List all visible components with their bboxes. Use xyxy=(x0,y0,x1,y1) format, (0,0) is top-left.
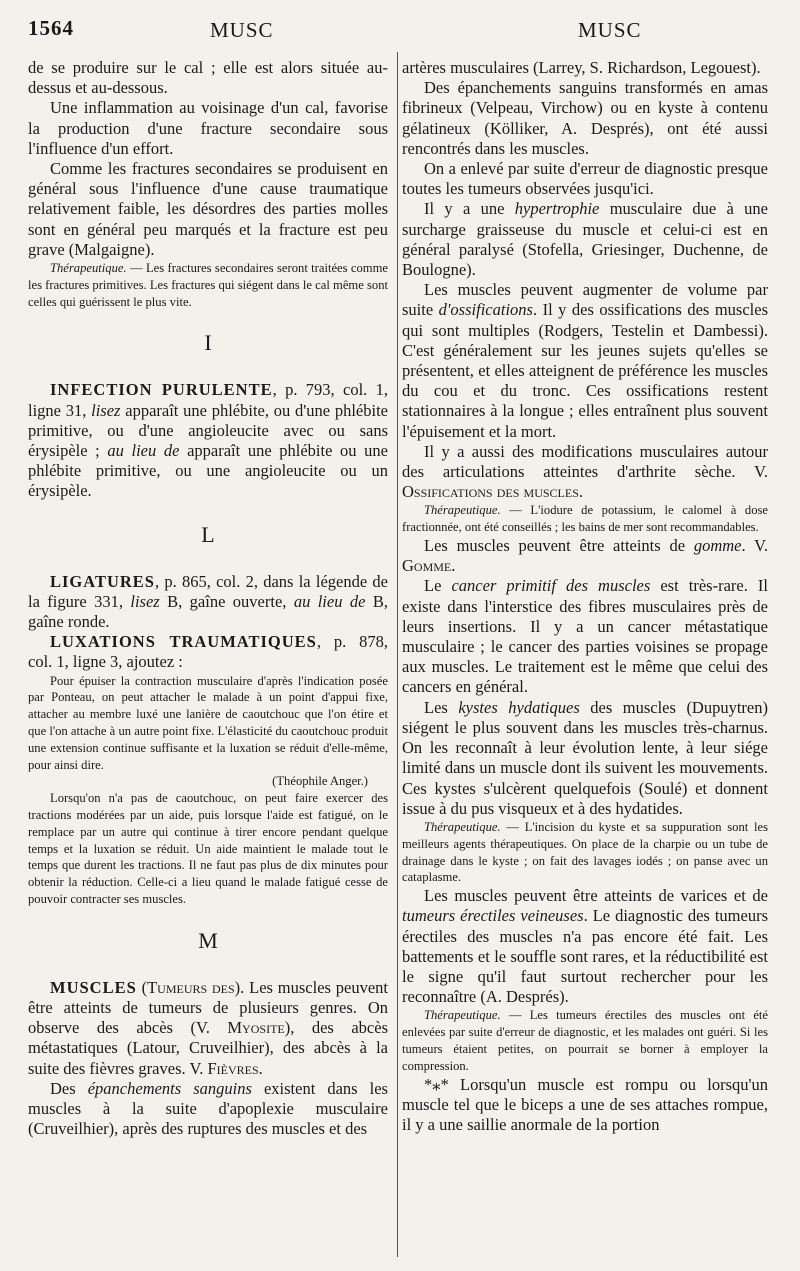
therapeutique-note: Thérapeutique. — Les fractures secondaires seront traitées comme les fractures primitives. Les fractures qui siégent dans le cal même sont celles qui guérissent le plus vite. xyxy=(28,261,388,309)
section-letter-m: M xyxy=(198,927,218,953)
quote-signature: (Théophile Anger.) xyxy=(272,774,368,789)
paragraph: Des épanchements sanguins existent dans les muscles à la suite d'apoplexie musculaire (Cruveilhier), après des ruptures des muscles et des xyxy=(28,1078,388,1139)
erratum-infection-purulente: INFECTION PURULENTE, p. 793, col. 1, ligne 31, lisez apparaît une phlébite, ou d'une phlébite primitive, ou d'une angioleucite avec ou sans érysipèle ; au lieu de apparaît une phlébite ou une phlébite primitive, ou une angioleucite ou un érysipèle. xyxy=(28,380,388,501)
entry-title: INFECTION PURULENTE xyxy=(50,380,273,400)
paragraph: Les kystes hydatiques des muscles (Dupuytren) siégent le plus souvent dans les muscles très-charnus. On les reconnaît à leur évolution lente, à leur siége limité dans un muscle dont ils suivent les mouvements. Ces kystes s'ulcèrent quelquefois (Soulé) et donnent issue à du pus visqueux et à des hydatides. xyxy=(402,697,768,818)
right-running-title: MUSC xyxy=(578,18,642,42)
paragraph: Les muscles peuvent être atteints de varices et de tumeurs érectiles veineuses. Le diagnostic des tumeurs érectiles des muscles n'a pas encore été fait. Les battements et le souffle sont rares, et la réductibilité est le signe qu'il faut surtout rechercher pour les reconnaître (A. Després). xyxy=(402,886,768,1007)
entry-muscles: MUSCLES (Tumeurs des). Les muscles peuvent être atteints de tumeurs de plusieurs genres. On observe des abcès (V. Myosite), des abcès métastatiques (Latour, Cruveilhier), des abcès à la suite des fièvres graves. V. Fièvres. xyxy=(28,977,389,1078)
page-number: 1564 xyxy=(28,16,74,40)
section-letter-i: I xyxy=(204,330,212,356)
therapeutique-label: Thérapeutique. xyxy=(424,1008,501,1023)
paragraph: de se produire sur le cal ; elle est alors située au-dessus et au-dessous. xyxy=(28,58,388,98)
column-divider xyxy=(397,52,398,1257)
entry-title: LIGATURES xyxy=(50,571,155,591)
therapeutique-note: Thérapeutique. — Les tumeurs érectiles des muscles ont été enlevées par suite d'erreur de diagnostic, et les malades ont guéri. Si les tumeurs étaient petites, on pourrait se borner à employer la compression. xyxy=(402,1008,768,1073)
therapeutique-label: Thérapeutique. xyxy=(50,261,127,276)
paragraph: *⁎* Lorsqu'un muscle est rompu ou lorsqu'un muscle tel que le biceps a une de ses attaches rompue, il y a une saillie anormale de la portion xyxy=(402,1074,768,1134)
paragraph: Il y a aussi des modifications musculaires autour des articulations atteintes d'arthrite sèche. V. Ossifications des muscles. xyxy=(402,441,768,502)
paragraph: Comme les fractures secondaires se produisent en général sous l'influence d'une cause traumatique relativement faible, les désordres des parties molles sont en général peu marqués et la fracture est peu grave (Malgaigne). xyxy=(28,159,388,259)
paragraph: On a enlevé par suite d'erreur de diagnostic presque toutes les tumeurs observées jusqu'ici. xyxy=(402,159,768,199)
therapeutique-note: Thérapeutique. — L'incision du kyste et sa suppuration sont les meilleurs agents thérapeutiques. On place de la charpie ou un tube de drainage dans le kyste ; on fait des lavages iodés ; on panse avec un cataplasme. xyxy=(402,819,768,885)
erratum-luxations: LUXATIONS TRAUMATIQUES, p. 878, col. 1, ligne 3, ajoutez : xyxy=(28,632,389,672)
paragraph: artères musculaires (Larrey, S. Richardson, Legouest). xyxy=(402,58,761,77)
therapeutique-note: Thérapeutique. — L'iodure de potassium, le calomel à dose fractionnée, ont été conseillés ; les bains de mer sont recommandables. xyxy=(402,503,768,535)
paragraph: Le cancer primitif des muscles est très-rare. Il existe dans l'interstice des fibres musculaires près de leurs insertions. Il y a un cancer métastatique musculaire ; le cancer des parties voisines se propage aux muscles. Le traitement est le même que celui des cancers en général. xyxy=(402,576,768,697)
therapeutique-label: Thérapeutique. xyxy=(424,819,501,834)
right-column xyxy=(402,58,768,1135)
entry-title: LUXATIONS TRAUMATIQUES xyxy=(50,632,317,652)
left-running-title: MUSC xyxy=(210,18,274,42)
left-column xyxy=(28,58,388,1139)
paragraph: Une inflammation au voisinage d'un cal, favorise la production d'une fracture secondaire sous l'influence d'un effort. xyxy=(28,98,388,158)
erratum-ligatures: LIGATURES, p. 865, col. 2, dans la légende de la figure 331, lisez B, gaîne ouverte, au lieu de B, gaîne ronde. xyxy=(28,571,388,632)
quote-paragraph: Lorsqu'on n'a pas de caoutchouc, on peut faire exercer des tractions modérées par un aide, puis lorsque l'aide est fatigué, on le remplace par un autre qui continue à tirer encore pendant quelque temps et la luxation se réduit. Un aide maintient le malade tout le temps que durent les tractions. Il ne faut pas plus de dix minutes pour obtenir la réduction. Celle-ci a lieu quand le malade fatigué cesse de pouvoir contracter ses muscles. xyxy=(28,791,388,907)
paragraph: Les muscles peuvent être atteints de gomme. V. Gomme. xyxy=(402,536,768,576)
section-letter-l: L xyxy=(201,521,215,547)
therapeutique-label: Thérapeutique. xyxy=(424,503,501,518)
paragraph: Des épanchements sanguins transformés en amas fibrineux (Velpeau, Virchow) ou en kyste à contenu gélatineux (Kölliker, A. Després), ont été aussi rencontrés dans les muscles. xyxy=(402,78,768,158)
entry-title: MUSCLES xyxy=(50,977,137,997)
paragraph: Il y a une hypertrophie musculaire due à une surcharge graisseuse du muscle et celui-ci est en général paralysé (Stofella, Griesinger, Duchenne, de Boulogne). xyxy=(402,199,768,280)
asterism-mark: *⁎* xyxy=(424,1074,449,1094)
running-header xyxy=(24,10,776,44)
quote-paragraph: Pour épuiser la contraction musculaire d'après l'indication posée par Ponteau, on peut attacher le malade à un point d'appui fixe, attacher au membre luxé une lanière de caoutchouc que l'on étire et que l'on attache à un autre point fixe. L'élasticité du caoutchouc produit une extension continue suffisante et la luxation se réduit d'elle-même, pour ainsi dire. xyxy=(28,673,388,772)
paragraph: Les muscles peuvent augmenter de volume par suite d'ossifications. Il y des ossifications des muscles qui sont multiples (Rodgers, Testelin et Dambessi). C'est généralement sur les jeunes sujets qu'elles se présentent, et elles atteignent de préférence les muscles du cou et du tronc. Ces ossifications restent stationnaires à la longue ; elles entraînent plus souvent l'épuisement et la mort. xyxy=(402,280,768,441)
